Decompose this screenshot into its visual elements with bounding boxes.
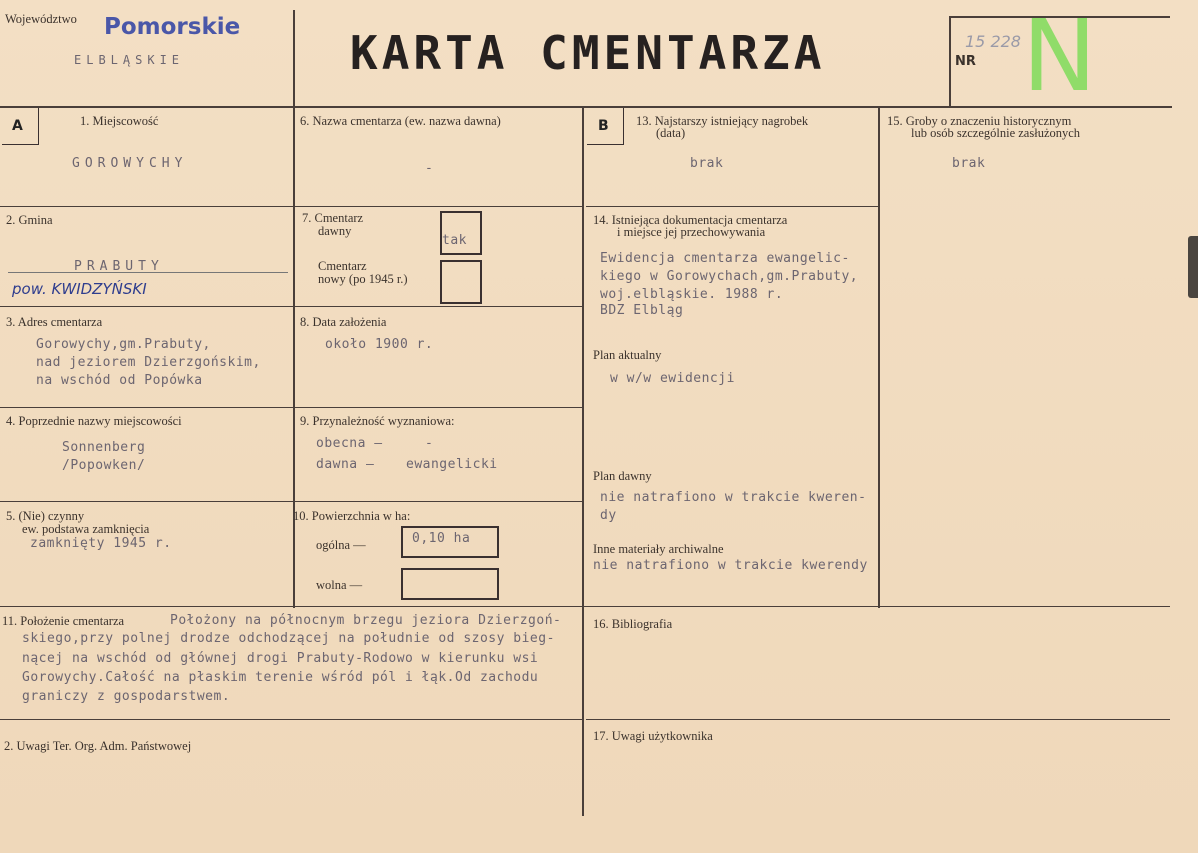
f15-label-1: 15. Groby o znaczeniu historycznym — [887, 114, 1072, 128]
f14-label-1: 14. Istniejąca dokumentacja cmentarza — [593, 213, 788, 227]
f14-plan-aktualny-label: Plan aktualny — [593, 348, 662, 362]
f15-value: brak — [952, 156, 986, 171]
card-title: KARTA CMENTARZA — [350, 26, 826, 80]
f7-label-4: nowy (po 1945 r.) — [318, 272, 408, 286]
f9-obecna-label: obecna — — [316, 436, 383, 451]
wojewodztwo-stamp: Pomorskie — [104, 14, 241, 40]
f10-wolna-label: wolna — — [316, 578, 363, 592]
scan-edge-mark — [1188, 236, 1198, 298]
nr-pencil: 15 228 — [965, 32, 1021, 51]
f11-line-1: Położony na północnym brzegu jeziora Dzierzgoń- — [170, 613, 562, 628]
f5-value: zamknięty 1945 r. — [30, 536, 172, 551]
f9-dawna-label: dawna — — [316, 457, 375, 472]
f17-label: 17. Uwagi użytkownika — [593, 729, 713, 743]
f14-line-2: kiego w Gorowychach,gm.Prabuty, — [600, 269, 859, 284]
f7-dawny-value: tak — [442, 233, 467, 248]
f3-line-3: na wschód od Popówka — [36, 373, 203, 388]
f10-wolna-box — [401, 568, 499, 600]
f9-label: 9. Przynależność wyznaniowa: — [300, 414, 455, 428]
f7-label-1: 7. Cmentarz — [302, 211, 364, 225]
f14-plan-dawny-label: Plan dawny — [593, 469, 652, 483]
f10-ogolna-value: 0,10 ha — [412, 531, 471, 546]
f12-label: 2. Uwagi Ter. Org. Adm. Państwowej — [4, 739, 192, 753]
f4-line-1: Sonnenberg — [62, 440, 146, 455]
f13-value: brak — [690, 156, 724, 171]
f3-line-1: Gorowychy,gm.Prabuty, — [36, 337, 211, 352]
n-mark: N — [1022, 0, 1097, 114]
f14-label-2: i miejsce jej przechowywania — [617, 225, 766, 239]
f14-plan-dawny-line-1: nie natrafiono w trakcie kweren- — [600, 490, 867, 505]
f8-value: około 1900 r. — [325, 337, 434, 352]
f7-label-3: Cmentarz — [318, 259, 367, 273]
wojewodztwo-typed: ELBLĄSKIE — [74, 53, 185, 67]
f4-label: 4. Poprzednie nazwy miejscowości — [6, 414, 182, 428]
f4-line-2: /Popowken/ — [62, 458, 146, 473]
f5-label-2: ew. podstawa zamknięcia — [22, 522, 150, 536]
f14-line-3: woj.elbląskie. 1988 r. — [600, 287, 784, 302]
f3-label: 3. Adres cmentarza — [6, 315, 103, 329]
f14-plan-aktualny-value: w w/w ewidencji — [610, 371, 735, 386]
f13-label-1: 13. Najstarszy istniejący nagrobek — [636, 114, 809, 128]
f11-line-2: skiego,przy polnej drodze odchodzącej na południe od szosy bieg- — [22, 631, 555, 646]
f6-value: - — [425, 161, 434, 176]
f11-line-4: Gorowychy.Całość na płaskim terenie wśród pól i łąk.Od zachodu — [22, 670, 539, 685]
f9-obecna-value: - — [425, 436, 434, 451]
f9-dawna-value: ewangelicki — [406, 457, 498, 472]
f15-label-2: lub osób szczególnie zasłużonych — [911, 126, 1081, 140]
f10-ogolna-label: ogólna — — [316, 538, 366, 552]
f14-line-4: BDZ Elbląg — [600, 303, 684, 318]
f2-handwritten: pow. KWIDZYŃSKI — [12, 280, 147, 298]
f6-label: 6. Nazwa cmentarza (ew. nazwa dawna) — [300, 114, 501, 128]
f11-line-3: nącej na wschód od głównej drogi Prabuty-Rodowo w kierunku wsi — [22, 651, 539, 666]
f16-label: 16. Bibliografia — [593, 617, 673, 631]
f2-label: 2. Gmina — [6, 213, 53, 227]
f2-value: PRABUTY — [74, 259, 164, 274]
f13-label-2: (data) — [656, 126, 686, 140]
f7-label-2: dawny — [318, 224, 352, 238]
f3-line-2: nad jeziorem Dzierzgońskim, — [36, 355, 261, 370]
nr-label: NR — [955, 54, 976, 69]
f1-value: GOROWYCHY — [72, 156, 188, 171]
f10-label: 10. Powierzchnia w ha: — [293, 509, 411, 523]
f14-inne-label: Inne materiały archiwalne — [593, 542, 724, 556]
wojewodztwo-label: Województwo — [5, 12, 77, 26]
f8-label: 8. Data założenia — [300, 315, 387, 329]
f14-inne-value: nie natrafiono w trakcie kwerendy — [593, 558, 868, 573]
f5-label-1: 5. (Nie) czynny — [6, 509, 85, 523]
f7-nowy-box — [440, 260, 482, 304]
f14-line-1: Ewidencja cmentarza ewangelic- — [600, 251, 850, 266]
section-b-marker: B — [598, 118, 609, 134]
f1-label: 1. Miejscowość — [80, 114, 159, 128]
f11-label: 11. Położenie cmentarza — [2, 614, 125, 628]
section-a-marker: A — [12, 118, 23, 134]
f11-line-5: graniczy z gospodarstwem. — [22, 689, 231, 704]
f14-plan-dawny-line-2: dy — [600, 508, 617, 523]
